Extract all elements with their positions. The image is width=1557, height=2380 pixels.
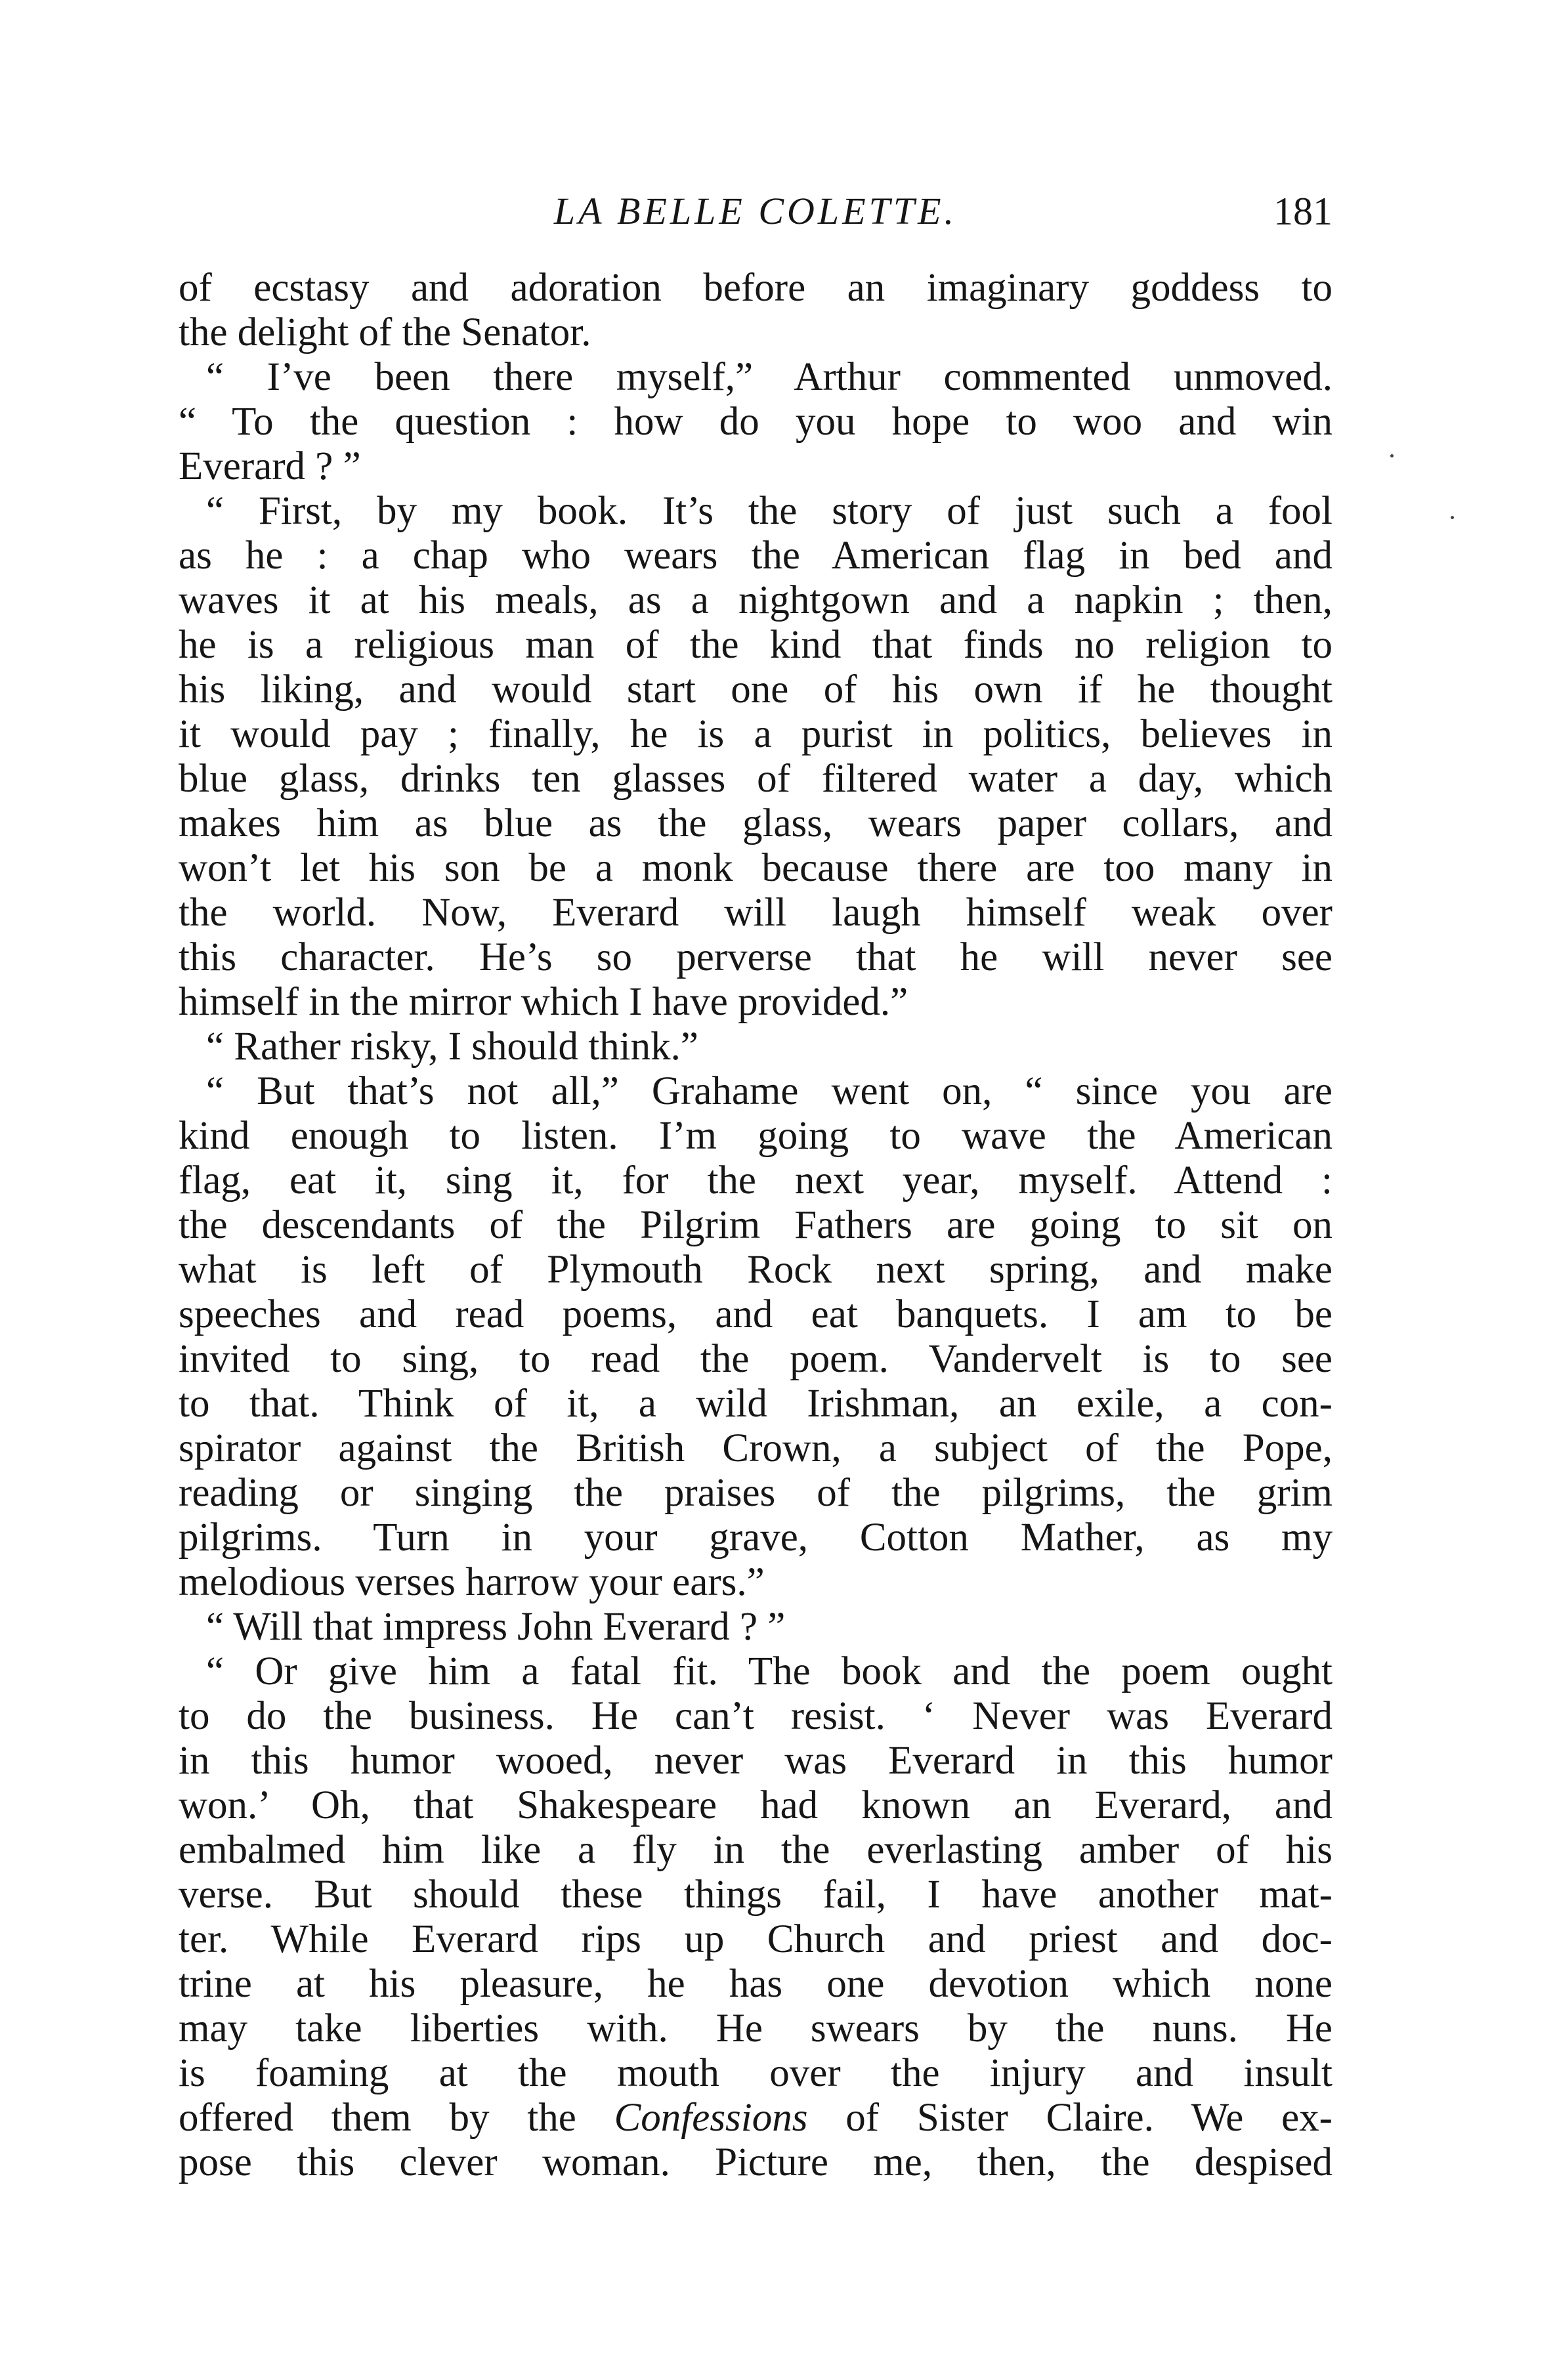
text-line: “ I’ve been there myself,” Arthur commented unmoved.	[206, 355, 1333, 399]
text-line: verse. But should these things fail, I have another mat-	[179, 1873, 1333, 1917]
text-line: “ First, by my book. It’s the story of just such a fool	[206, 489, 1333, 533]
text-line: “ To the question : how do you hope to woo and win	[179, 400, 1333, 444]
text-line: “ Or give him a fatal fit. The book and the poem ought	[206, 1649, 1333, 1693]
text-line: makes him as blue as the glass, wears paper collars, and	[179, 801, 1333, 845]
book-title-italic: Confessions	[614, 2096, 808, 2140]
text-line: offered them by the Confessions of Sister Claire. We ex-	[179, 2096, 1333, 2140]
text-line: this character. He’s so perverse that he will never see	[179, 935, 1333, 979]
margin-speck	[1451, 516, 1454, 519]
text-line: “ But that’s not all,” Grahame went on, “ since you are	[206, 1069, 1333, 1113]
running-title: LA BELLE COLETTE.	[553, 190, 958, 232]
text-line: speeches and read poems, and eat banquets. I am to be	[179, 1292, 1333, 1336]
text-line: the world. Now, Everard will laugh himself weak over	[179, 891, 1333, 935]
text-line: won’t let his son be a monk because there are too many in	[179, 846, 1333, 890]
text-line: the descendants of the Pilgrim Fathers are going to sit on	[179, 1203, 1333, 1247]
text-line: pose this clever woman. Picture me, then, the despised	[179, 2140, 1333, 2184]
text-line: kind enough to listen. I’m going to wave the American	[179, 1114, 1333, 1158]
text-line: spirator against the British Crown, a subject of the Pope,	[179, 1426, 1333, 1470]
text-line: is foaming at the mouth over the injury and insult	[179, 2051, 1333, 2095]
text-line: won.’ Oh, that Shakespeare had known an Everard, and	[179, 1783, 1333, 1827]
text-line: of ecstasy and adoration before an imaginary goddess to	[179, 266, 1333, 310]
text-line: ter. While Everard rips up Church and priest and doc-	[179, 1917, 1333, 1961]
page-number: 181	[1273, 190, 1333, 233]
text-line: invited to sing, to read the poem. Vandervelt is to see	[179, 1337, 1333, 1381]
margin-speck	[1390, 454, 1394, 457]
text-line: “ Will that impress John Everard ? ”	[206, 1605, 786, 1649]
text-line: reading or singing the praises of the pilgrims, the grim	[179, 1471, 1333, 1515]
text-line: waves it at his meals, as a nightgown and a napkin ; then,	[179, 578, 1333, 622]
text-line: what is left of Plymouth Rock next spring, and make	[179, 1248, 1333, 1292]
text-line: pilgrims. Turn in your grave, Cotton Mather, as my	[179, 1516, 1333, 1560]
text-line: the delight of the Senator.	[179, 310, 591, 354]
text-line: melodious verses harrow your ears.”	[179, 1560, 765, 1604]
body-text	[179, 266, 1333, 2185]
text-line: to do the business. He can’t resist. ‘ Never was Everard	[179, 1694, 1333, 1738]
text-line: himself in the mirror which I have provided.”	[179, 980, 908, 1024]
text-line: in this humor wooed, never was Everard in this humor	[179, 1739, 1333, 1783]
text-line: flag, eat it, sing it, for the next year, myself. Attend :	[179, 1158, 1333, 1202]
text-line: he is a religious man of the kind that finds no religion to	[179, 623, 1333, 667]
running-head	[179, 189, 1333, 242]
text-line: blue glass, drinks ten glasses of filtered water a day, which	[179, 757, 1333, 801]
text-line: trine at his pleasure, he has one devotion which none	[179, 1962, 1333, 2006]
text-line: as he : a chap who wears the American flag in bed and	[179, 534, 1333, 578]
text-line: embalmed him like a fly in the everlasting amber of his	[179, 1828, 1333, 1872]
text-line: it would pay ; finally, he is a purist in politics, believes in	[179, 712, 1333, 756]
text-line: “ Rather risky, I should think.”	[206, 1025, 698, 1069]
text-line: to that. Think of it, a wild Irishman, an exile, a con-	[179, 1382, 1333, 1426]
text-line: Everard ? ”	[179, 444, 361, 488]
text-line: may take liberties with. He swears by the nuns. He	[179, 2007, 1333, 2051]
text-line: his liking, and would start one of his own if he thought	[179, 668, 1333, 712]
